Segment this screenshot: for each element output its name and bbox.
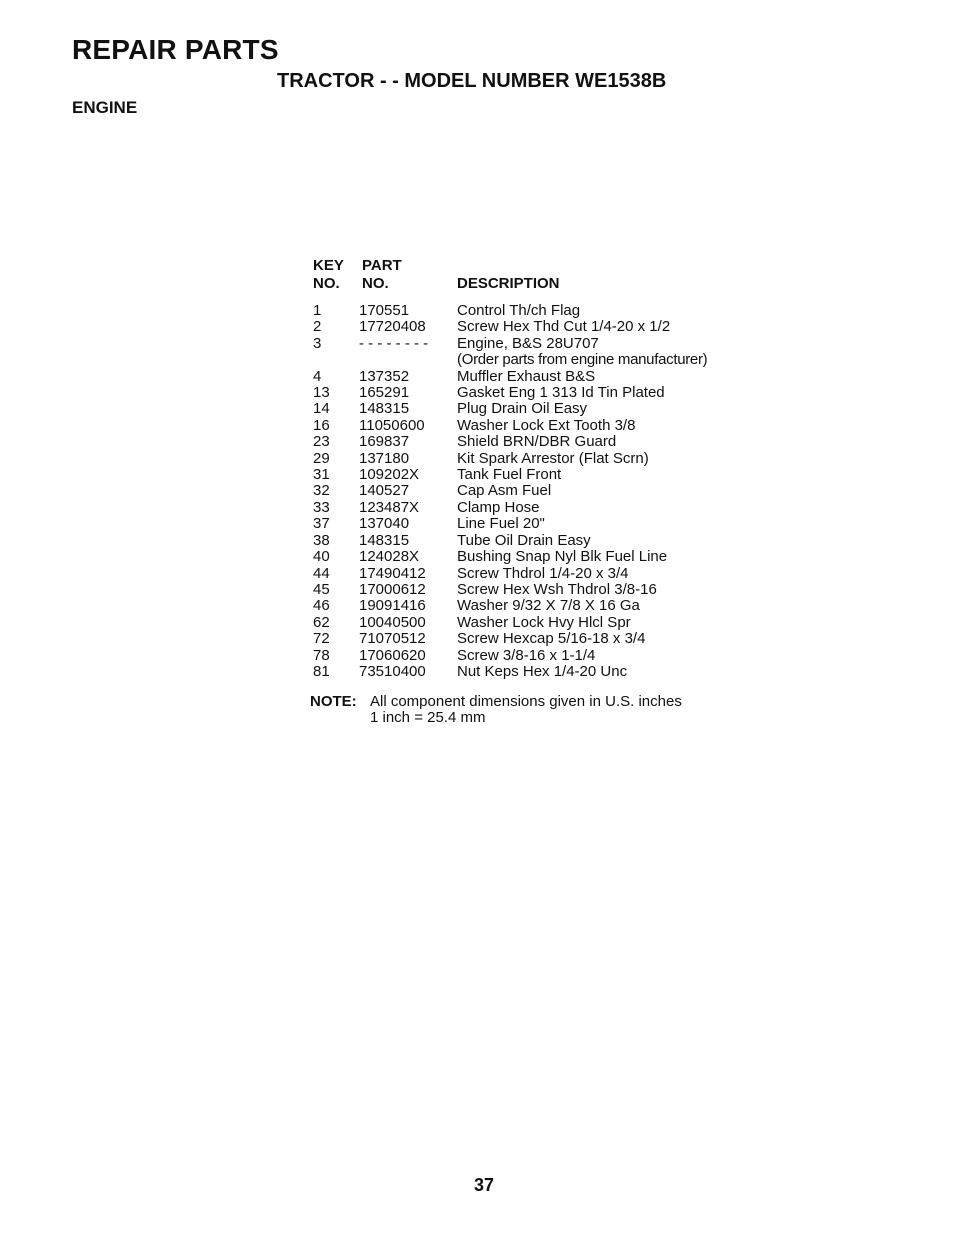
table-body xyxy=(313,303,757,680)
part-no-cell: 73510400 xyxy=(359,662,426,680)
description-cell xyxy=(457,451,757,467)
part-no-cell: - - - - - - - - xyxy=(359,334,429,352)
table-row xyxy=(313,533,757,549)
key-no-cell: 38 xyxy=(313,531,330,549)
part-no-cell: 17720408 xyxy=(359,318,426,336)
table-row xyxy=(313,369,757,385)
description-cell xyxy=(457,483,757,499)
description-cell xyxy=(457,648,757,664)
key-no-cell: 62 xyxy=(313,613,330,631)
key-no-cell: 33 xyxy=(313,498,330,516)
description-line: Screw Hex Thd Cut 1/4-20 x 1/2 xyxy=(457,318,671,336)
key-no-cell: 31 xyxy=(313,466,330,484)
key-no-cell: 4 xyxy=(313,367,322,385)
table-row xyxy=(313,451,757,467)
note-text xyxy=(370,694,682,727)
part-no-cell: 19091416 xyxy=(359,597,426,615)
table-row xyxy=(313,598,757,614)
part-no-cell: 165291 xyxy=(359,384,410,402)
part-no-cell: 169837 xyxy=(359,433,410,451)
description-line: Screw Thdrol 1/4-20 x 3/4 xyxy=(457,564,629,582)
description-line: Kit Spark Arrestor (Flat Scrn) xyxy=(457,449,649,467)
key-no-cell: 29 xyxy=(313,449,330,467)
table-row xyxy=(313,500,757,516)
description-cell xyxy=(457,516,757,532)
table-row xyxy=(313,566,757,582)
description-line: Tube Oil Drain Easy xyxy=(457,531,591,549)
part-no-cell: 123487X xyxy=(359,498,420,516)
part-no-header: PART NO. xyxy=(362,257,402,292)
description-line: Washer 9/32 X 7/8 X 16 Ga xyxy=(457,597,640,615)
description-line: Control Th/ch Flag xyxy=(457,302,581,319)
key-no-cell: 13 xyxy=(313,384,330,402)
description-cell xyxy=(457,369,757,385)
part-no-cell: 17060620 xyxy=(359,646,426,664)
description-cell xyxy=(457,549,757,565)
key-no-cell: 16 xyxy=(313,416,330,434)
table-row xyxy=(313,418,757,434)
description-cell xyxy=(457,566,757,582)
description-cell xyxy=(457,418,757,434)
part-no-cell: 109202X xyxy=(359,466,420,484)
description-line: Screw 3/8-16 x 1-1/4 xyxy=(457,646,596,664)
description-line: Screw Hex Wsh Thdrol 3/8-16 xyxy=(457,580,657,598)
table-row xyxy=(313,664,757,680)
description-line: Shield BRN/DBR Guard xyxy=(457,433,617,451)
table-row xyxy=(313,615,757,631)
key-no-cell: 37 xyxy=(313,515,330,533)
table-row xyxy=(313,303,757,319)
note-line: All component dimensions given in U.S. inches xyxy=(370,693,682,710)
part-no-cell: 71070512 xyxy=(359,630,426,648)
part-no-cell: 11050600 xyxy=(359,416,425,434)
description-cell xyxy=(457,631,757,647)
description-line: Screw Hexcap 5/16-18 x 3/4 xyxy=(457,630,646,648)
key-no-cell: 46 xyxy=(313,597,330,615)
part-no-cell: 17000612 xyxy=(359,580,426,598)
table-row xyxy=(313,401,757,417)
key-no-header: KEY NO. xyxy=(313,257,344,292)
description-line: Tank Fuel Front xyxy=(457,466,562,484)
description-cell xyxy=(457,303,757,319)
description-cell xyxy=(457,664,757,680)
key-no-cell: 81 xyxy=(313,662,330,680)
parts-table xyxy=(313,257,757,680)
description-header: DESCRIPTION xyxy=(457,274,560,292)
description-line: Nut Keps Hex 1/4-20 Unc xyxy=(457,662,628,680)
description-cell xyxy=(457,467,757,483)
description-line: Muffler Exhaust B&S xyxy=(457,367,596,385)
table-row xyxy=(313,516,757,532)
description-line: Bushing Snap Nyl Blk Fuel Line xyxy=(457,548,668,566)
description-cell xyxy=(457,500,757,516)
description-cell xyxy=(457,598,757,614)
note-label: NOTE: xyxy=(310,693,357,710)
table-row xyxy=(313,385,757,401)
table-row xyxy=(313,483,757,499)
key-no-cell: 3 xyxy=(313,334,322,352)
part-no-cell: 148315 xyxy=(359,400,410,418)
table-row xyxy=(313,631,757,647)
table-row xyxy=(313,319,757,335)
description-cell xyxy=(457,582,757,598)
description-line: Engine, B&S 28U707 xyxy=(457,334,599,352)
part-no-cell: 140527 xyxy=(359,482,410,500)
description-cell xyxy=(457,401,757,417)
table-row xyxy=(313,549,757,565)
page-title: REPAIR PARTS xyxy=(72,34,279,65)
dimensions-note xyxy=(310,694,682,727)
key-no-cell: 14 xyxy=(313,400,330,418)
table-header xyxy=(313,257,757,292)
key-no-cell: 78 xyxy=(313,646,330,664)
description-cell xyxy=(457,319,757,335)
table-row xyxy=(313,336,757,369)
part-no-cell: 10040500 xyxy=(359,613,426,631)
key-no-cell: 45 xyxy=(313,580,330,598)
table-row xyxy=(313,648,757,664)
table-row xyxy=(313,582,757,598)
model-subtitle: TRACTOR - - MODEL NUMBER WE1538B xyxy=(277,70,667,92)
description-line: Washer Lock Ext Tooth 3/8 xyxy=(457,416,636,434)
part-no-cell: 137180 xyxy=(359,449,410,467)
description-line: Line Fuel 20" xyxy=(457,515,545,533)
key-no-cell: 40 xyxy=(313,548,330,566)
description-line: (Order parts from engine manufacturer) xyxy=(457,351,708,369)
description-line: Washer Lock Hvy Hlcl Spr xyxy=(457,613,631,631)
description-cell xyxy=(457,434,757,450)
note-line: 1 inch = 25.4 mm xyxy=(370,709,486,727)
description-cell xyxy=(457,533,757,549)
key-no-cell: 44 xyxy=(313,564,330,582)
table-row xyxy=(313,434,757,450)
key-no-cell: 72 xyxy=(313,630,330,648)
part-no-cell: 124028X xyxy=(359,548,420,566)
description-cell xyxy=(457,336,757,369)
description-line: Cap Asm Fuel xyxy=(457,482,552,500)
section-heading: ENGINE xyxy=(72,98,138,117)
description-line: Plug Drain Oil Easy xyxy=(457,400,588,418)
key-no-cell: 2 xyxy=(313,318,322,336)
description-cell xyxy=(457,385,757,401)
description-line: Clamp Hose xyxy=(457,498,540,516)
key-no-cell: 23 xyxy=(313,433,330,451)
part-no-cell: 148315 xyxy=(359,531,410,549)
part-no-cell: 137040 xyxy=(359,515,410,533)
part-no-cell: 17490412 xyxy=(359,564,426,582)
description-line: Gasket Eng 1 313 Id Tin Plated xyxy=(457,384,665,402)
page-number: 37 xyxy=(473,1175,495,1195)
part-no-cell: 170551 xyxy=(359,302,410,319)
description-cell xyxy=(457,615,757,631)
table-row xyxy=(313,467,757,483)
key-no-cell: 1 xyxy=(313,302,322,319)
key-no-cell: 32 xyxy=(313,482,330,500)
part-no-cell: 137352 xyxy=(359,367,410,385)
